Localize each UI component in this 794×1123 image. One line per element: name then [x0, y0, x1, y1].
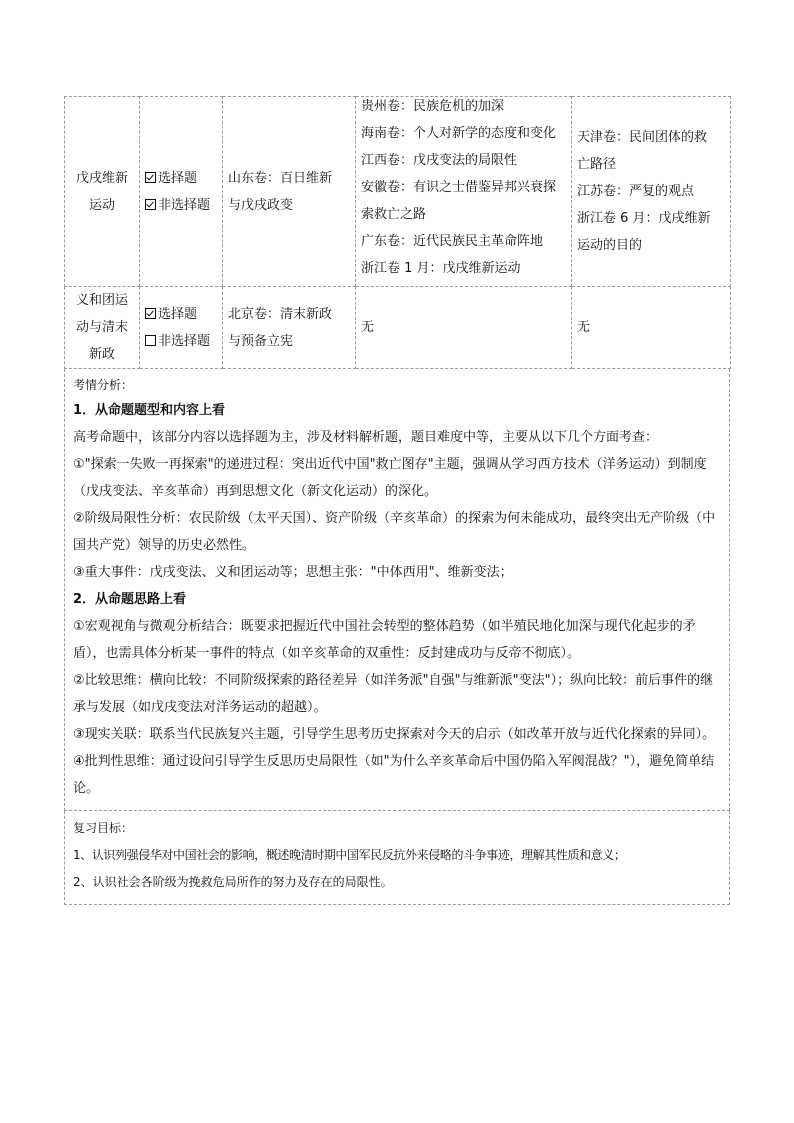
unchecked-box-icon [145, 335, 156, 346]
paragraph: ①宏观视角与微观分析结合：既要求把握近代中国社会转型的整体趋势（如半殖民地化加深与现代化起步的矛盾），也需具体分析某一事件的特点（如辛亥革命的双重性：反封建成功与反帝不彻底）。 [73, 619, 696, 661]
topic-line: 运动 [88, 197, 115, 213]
exam-list-cell-2 [572, 287, 731, 369]
example-cell [223, 287, 356, 369]
paragraph: ②比较思维：横向比较：不同阶级探索的路径差异（如洋务派"自强"与维新派"变法"）；纵向比较：前后事件的继承与发展（如戊戌变法对洋务运动的超越）。 [73, 673, 714, 715]
option-choice: 选择题 [145, 165, 217, 192]
goal-item: 1、认识列强侵华对中国社会的影响，概述晚清时期中国军民反抗外来侵略的斗争事迹，理解其性质和意义； [73, 848, 626, 862]
option-nonchoice: 非选择题 [145, 328, 217, 355]
subsection-title: 1．从命题题型和内容上看 [73, 403, 226, 418]
exam-line: 浙江卷 1 月：戊戌维新运动 [361, 261, 521, 276]
topic-cell [65, 287, 140, 369]
subsection-title: 2．从命题思路上看 [73, 592, 187, 607]
exam-line: 江苏卷：严复的观点 [577, 184, 695, 199]
checked-box-icon [145, 199, 156, 210]
example-line: 与戊戌政变 [228, 197, 294, 213]
paragraph: ②阶级局限性分析：农民阶级（太平天国）、资产阶级（辛亥革命）的探索为何未能成功，最终突出无产阶级（中国共产党）领导的历史必然性。 [73, 511, 716, 553]
question-type-cell [140, 97, 223, 287]
exam-line: 索救亡之路 [361, 207, 427, 222]
topic-line: 动与清末 [75, 320, 128, 335]
review-goals-section [64, 811, 730, 905]
exam-line: 海南卷：个人对新学的态度和变化 [361, 126, 557, 141]
exam-line: 无 [361, 320, 375, 335]
document-page [64, 96, 730, 905]
exam-analysis-section [64, 369, 730, 811]
exam-line: 江西卷：戊戌变法的局限性 [361, 153, 518, 168]
paragraph: ①"探索一失败一再探索"的递进过程：突出近代中国"救亡图存"主题，强调从学习西方技术（洋务运动）到制度（戊戌变法、辛亥革命）再到思想文化（新文化运动）的深化。 [73, 457, 707, 499]
checked-box-icon [145, 172, 156, 183]
table-row [65, 97, 731, 287]
option-nonchoice: 非选择题 [145, 192, 217, 219]
topic-line: 新政 [88, 347, 115, 362]
exam-line: 运动的目的 [577, 238, 643, 253]
topic-cell [65, 97, 140, 287]
exam-line: 亡路径 [577, 157, 617, 172]
exam-line: 无 [577, 320, 591, 335]
section-heading: 考情分析： [73, 378, 134, 392]
exam-list-cell-2 [572, 97, 731, 287]
example-line: 北京卷：清末新政 [228, 306, 333, 322]
paragraph: ③重大事件：戊戌变法、义和团运动等；思想主张："中体西用"、维新变法； [73, 565, 513, 580]
exam-topic-table [64, 96, 731, 369]
exam-line: 贵州卷：民族危机的加深 [361, 99, 505, 114]
paragraph: ③现实关联：联系当代民族复兴主题，引导学生思考历史探索对今天的启示（如改革开放与近代化探索的异同）。 [73, 727, 716, 742]
exam-line: 安徽卷：有识之士借鉴异邦兴衰探 [361, 180, 557, 195]
checked-box-icon [145, 308, 156, 319]
exam-line: 浙江卷 6 月：戊戌维新 [577, 211, 711, 226]
example-line: 与预备立宪 [228, 333, 294, 349]
example-cell [223, 97, 356, 287]
paragraph: ④批判性思维：通过设问引导学生反思历史局限性（如"为什么辛亥革命后中国仍陷入军阀混战？"），避免简单结论。 [73, 754, 715, 796]
example-line: 山东卷：百日维新 [228, 170, 333, 186]
table-row [65, 287, 731, 369]
paragraph: 高考命题中，该部分内容以选择题为主，涉及材料解析题，题目难度中等，主要从以下几个方面考查： [73, 430, 659, 445]
exam-line: 天津卷：民间团体的救 [577, 130, 708, 145]
exam-line: 广东卷：近代民族民主革命阵地 [361, 234, 544, 249]
exam-list-cell [356, 287, 572, 369]
exam-list-cell [356, 97, 572, 287]
goal-item: 2、认识社会各阶级为挽救危局所作的努力及存在的局限性。 [73, 875, 393, 889]
section-heading: 复习目标： [73, 821, 134, 835]
topic-line: 戊戌维新 [75, 170, 128, 186]
option-choice: 选择题 [145, 301, 217, 328]
question-type-cell [140, 287, 223, 369]
topic-line: 义和团运 [75, 293, 128, 308]
